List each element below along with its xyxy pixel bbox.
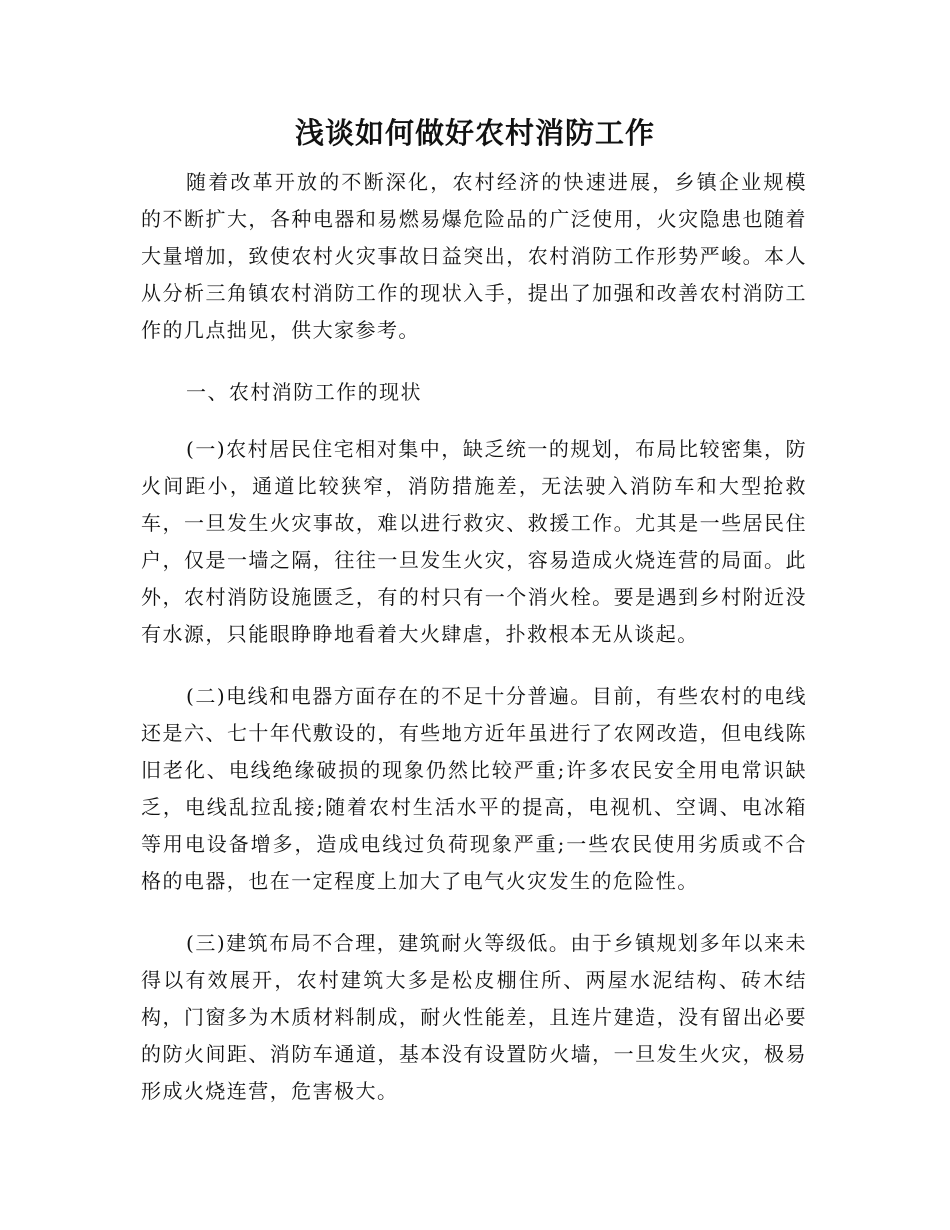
body-paragraph-1: (一)农村居民住宅相对集中，缺乏统一的规划，布局比较密集，防火间距小，通道比较狭窄，消防措施差，无法驶入消防车和大型抢救车，一旦发生火灾事故，难以进行救灾、救援工作。尤其是一些居民住户，仅是一墙之隔，往往一旦发生火灾，容易造成火烧连营的局面。此外，农村消防设施匮乏，有的村只有一个消火栓。要是遇到乡村附近没有水源，只能眼睁睁地看着大火肆虐，扑救根本无从谈起。 [141,437,807,646]
document-body [141,164,807,1135]
section-heading: 一、农村消防工作的现状 [186,380,422,404]
body-paragraph-2: (二)电线和电器方面存在的不足十分普遍。目前，有些农村的电线还是六、七十年代敷设的，有些地方近年虽进行了农网改造，但电线陈旧老化、电线绝缘破损的现象仍然比较严重;许多农民安全用电常识缺乏，电线乱拉乱接;随着农村生活水平的提高，电视机、空调、电冰箱等用电设备增多，造成电线过负荷现象严重;一些农民使用劣质或不合格的电器，也在一定程度上加大了电气火灾发生的危险性。 [141,684,807,893]
body-paragraph-3: (三)建筑布局不合理，建筑耐火等级低。由于乡镇规划多年以来未得以有效展开，农村建筑大多是松皮棚住所、两屋水泥结构、砖木结构，门窗多为木质材料制成，耐火性能差，且连片建造，没有留出必要的防火间距、消防车通道，基本没有设置防火墙，一旦发生火灾，极易形成火烧连营，危害极大。 [141,931,807,1103]
intro-paragraph: 随着改革开放的不断深化，农村经济的快速进展，乡镇企业规模的不断扩大，各种电器和易燃易爆危险品的广泛使用，火灾隐患也随着大量增加，致使农村火灾事故日益突出，农村消防工作形势严峻。本人从分析三角镇农村消防工作的现状入手，提出了加强和改善农村消防工作的几点拙见，供大家参考。 [141,170,807,342]
document-title: 浅谈如何做好农村消防工作 [294,116,655,150]
